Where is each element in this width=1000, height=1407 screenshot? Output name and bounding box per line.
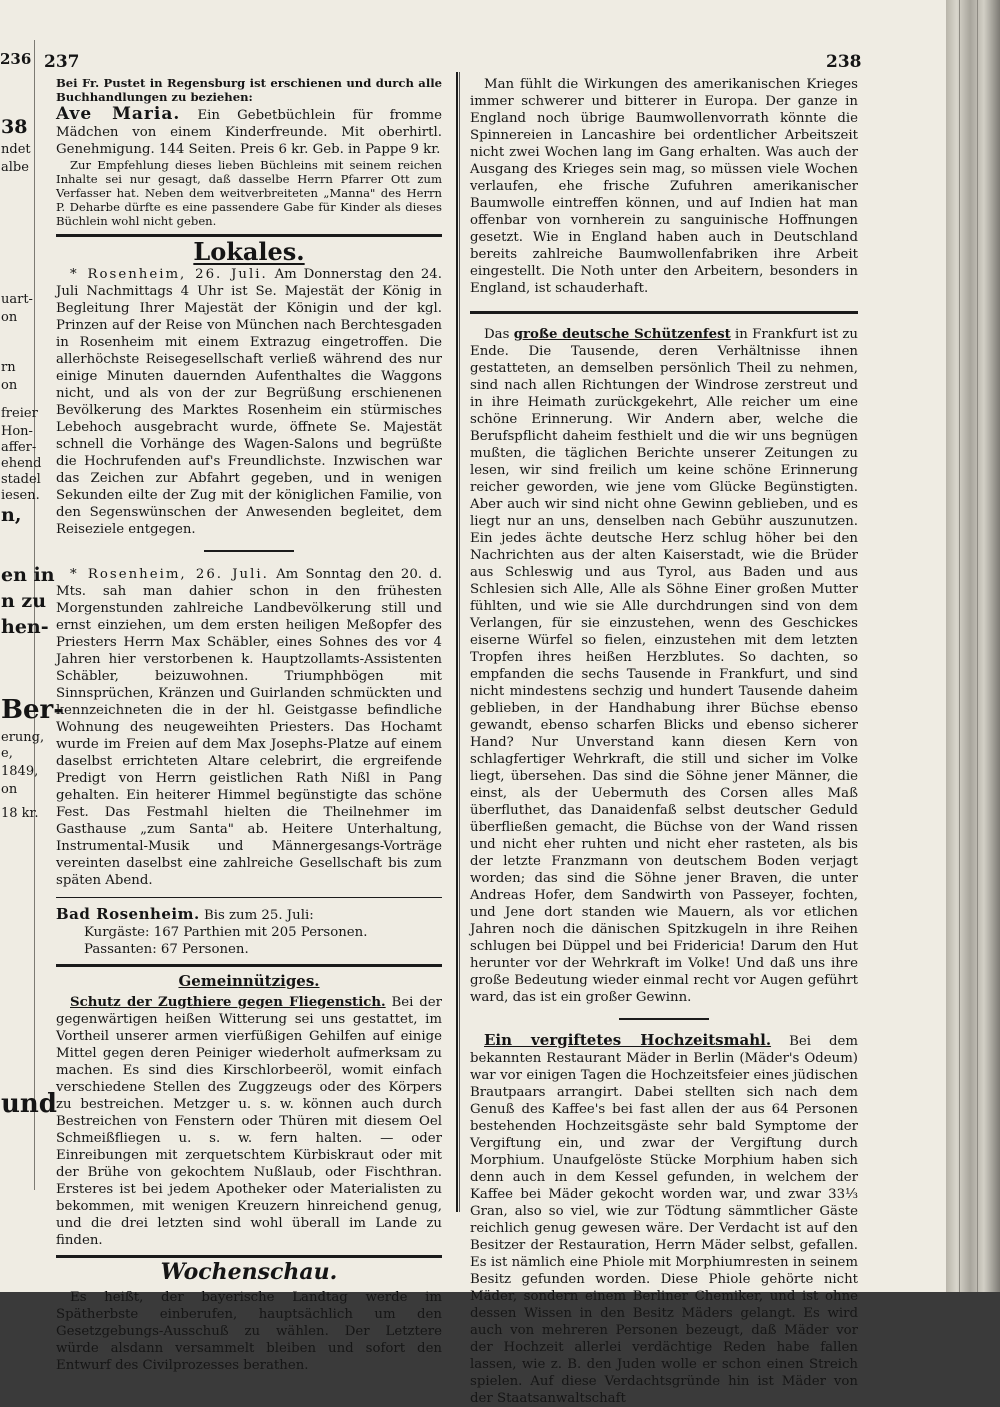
- book-edge-line: [977, 0, 978, 1292]
- prev-fragment: albe: [1, 160, 29, 175]
- prev-fragment: 18 kr.: [1, 806, 39, 821]
- bad-rosenheim-passanten: Passanten: 67 Personen.: [84, 942, 249, 957]
- lokales-1-text: Am Donnerstag den 24. Juli Nachmittags 4 Uhr ist Se. Majestät der König in Begleitung Ihrer Majestät der Königin und der kgl. Prinzen auf der Reise von München nach Berchtesgaden in Rosenheim mit einem Extrazug eingetroffen. Die allerhöchste Reisegesellschaft verließ während des nur einige Minuten dauernden Aufenthaltes die Waggons nicht, und als von der zur Begrüßung erschienenen Bevölkerung des Marktes Rosenheim ein stürmisches Lebehoch ausgebracht wurde, öffnete Se. Majestät schnell die Vorhänge des Wagen-Salons und begrüßte die Hochrufenden auf's Freundlichste. Inzwischen war das Zeichen zur Abfahrt gegeben, und in wenigen Sekunden eilte der Zug mit der königlichen Familie, von den Segenswünschen der Anwesenden begleitet, dem Reiseziele entgegen.: [56, 267, 442, 537]
- left-column: [56, 76, 442, 1374]
- prev-fragment: rn: [1, 360, 16, 375]
- section-rule: [470, 311, 858, 314]
- book-edge-line: [959, 0, 960, 1292]
- gemeinnuetziges-heading: Gemeinnütziges.: [178, 972, 320, 990]
- prev-fragment: und: [1, 1089, 57, 1119]
- gemeinnuetziges-title: Schutz der Zugthiere gegen Fliegenstich.: [70, 995, 386, 1010]
- gift-title: Ein vergiftetes Hochzeitsmahl.: [484, 1031, 772, 1049]
- prev-fragment: iesen.: [1, 488, 40, 503]
- wochenschau-text: Es heißt, der bayerische Landtag werde im Spätherbste einberufen, hauptsächlich um den Gesetzgebungs-Ausschuß zu wählen. Der Letztere würde alsdann versammelt bleiben und sofort den Entwurf des Civilprozesses berathen.: [56, 1290, 442, 1373]
- prev-fragment: affer-: [1, 440, 37, 455]
- section-rule: [56, 897, 442, 898]
- lokales-2-text: Am Sonntag den 20. d. Mts. sah man dahier schon in den frühesten Morgenstunden zahlreiche Landbevölkerung still und ernst einziehen, um dem ersten heiligen Meßopfer des Priesters Herrn Max Schäbler, eines Sohnes des vor 4 Jahren hier verstorbenen k. Hauptzollamts-Assistenten Schäbler, beizuwohnen. Triumphbögen mit Sinnsprüchen, Kränzen und Guirlanden schmückten und kennzeichneten die in der hl. Geistgasse befindliche Wohnung des neugeweihten Priesters. Das Hochamt wurde im Freien auf dem Max Josephs-Platze auf einem daselbst errichteten Altare celebrirt, die ergreifende Predigt von Herrn geistlichen Rath Nißl in Pang gehalten. Ein heiterer Himmel begünstigte das schöne Fest. Das Festmahl hielten die Theilnehmer im Gasthause „zum Santa" ab. Heitere Unterhaltung, Instrumental-Musik und Männergesangs-Vorträge vereinten daselbst eine zahlreiche Gesellschaft bis zum späten Abend.: [56, 567, 442, 888]
- wochenschau-heading: Wochenschau.: [160, 1259, 338, 1285]
- section-rule: [56, 1255, 442, 1258]
- ave-maria-text: Ein Gebetbüchlein für fromme Mädchen von einem Kinderfreunde. Mit oberhirtl. Genehmigung. 144 Seiten. Preis 6 kr. Geb. in Pappe 9 kr.: [56, 108, 443, 157]
- prev-fragment: ehend: [1, 456, 42, 471]
- bad-rosenheim-title: Bad Rosenheim.: [56, 905, 200, 923]
- amerika-text: Man fühlt die Wirkungen des amerikanischen Krieges immer schwerer und bitterer in Europa. Der ganze in England noch übrige Baumwollenvorrath könnte die Spinnereien in Lancashire bei ordentlicher Arbeitszeit nicht zwei Wochen lang im Gang erhalten. Was auch der Ausgang des Krieges sein mag, so müssen viele Wochen verlaufen, ehe frische Zufuhren amerikanischer Baumwolle eintreffen können, und auf Indien hat man offenbar von vornherein zu sanguinische Hoffnungen gesetzt. Wie in England haben auch in Deutschland bereits zahlreiche Baumwollenfabriken ihre Arbeit eingestellt. Die Noth unter den Arbeitern, besonders in England, ist schauderhaft.: [470, 77, 858, 296]
- bad-rosenheim-date: Bis zum 25. Juli:: [203, 908, 314, 923]
- lokales-1-dateline: * Rosenheim, 26. Juli.: [70, 267, 268, 282]
- prev-fragment: uart-: [1, 292, 33, 307]
- prev-fragment: n,: [1, 504, 22, 526]
- prev-fragment: Hon-: [1, 424, 33, 439]
- prev-fragment: on: [1, 378, 18, 393]
- section-rule: [56, 964, 442, 967]
- prev-fragment: 1849,: [1, 764, 39, 779]
- gemeinnuetziges-text: Bei der gegenwärtigen heißen Witterung sei uns gestattet, im Vortheil unserer armen vierfüßigen Gehilfen auf einige Mittel gegen deren Peiniger wiederholt aufmerksam zu machen. Es sind dies Kirschlorbeeröl, womit einfach verschiedene Stellen des Zuggzeugs oder des Körpers zu bestreichen. Metzger u. s. w. können auch durch Bestreichen von Fenstern oder Thüren mit diesem Oel Schmeißfliegen u. s. w. fern halten. — oder Einreibungen mit zerquetschtem Kürbiskraut oder mit der Brühe von gekochtem Nußlaub, oder Fischthran. Ersteres ist bei jedem Apotheker oder Materialisten zu bekommen, mit wenigen Kreuzern hinreichend genug, und die drei letzten sind wohl überall im Lande zu finden.: [56, 995, 442, 1248]
- prev-page-number: 236: [0, 50, 32, 68]
- prev-fragment: e,: [1, 746, 13, 761]
- schuetzenfest-lead: Das: [484, 327, 510, 342]
- column-divider-line: [459, 72, 460, 1212]
- book-edge: [946, 0, 1000, 1292]
- ave-maria-title: Ave Maria.: [56, 104, 181, 124]
- prev-fragment: on: [1, 310, 18, 325]
- prev-fragment: Ber-: [1, 695, 65, 725]
- prev-fragment: en in: [1, 564, 55, 586]
- prev-fragment: stadel: [1, 472, 41, 487]
- schuetzenfest-title: große deutsche Schützenfest: [513, 327, 731, 342]
- prev-fragment: n zu: [1, 590, 47, 612]
- prev-fragment: on: [1, 782, 18, 797]
- prev-fragment: freier: [1, 406, 38, 421]
- prev-fragment: erung,: [1, 730, 45, 745]
- ave-maria-recommendation: Zur Empfehlung dieses lieben Büchleins mit seinem reichen Inhalte sei nur gesagt, daß dasselbe Herrn Pfarrer Ott zum Verfasser hat. Neben dem weitverbreiteten „Manna" des Herrn P. Deharbe dürfte es eine passendere Gabe für Kinder als dieses Büchlein wohl nicht geben.: [56, 158, 442, 228]
- page-number-left: 237: [44, 52, 80, 72]
- page-number-right: 238: [826, 52, 862, 72]
- lokales-heading: Lokales.: [193, 237, 305, 266]
- column-divider: [456, 72, 458, 1212]
- article-separator: [204, 550, 294, 552]
- article-separator: [619, 1018, 709, 1020]
- schuetzenfest-text: in Frankfurt ist zu Ende. Die Tausende, deren Verhältnisse ihnen gestatteten, an demselben persönlich Theil zu nehmen, sind nach allen Richtungen der Windrose zerstreut und in ihre Heimath zurückgekehrt, Alle reicher um eine schöne Erinnerung. Wir Andern aber, welche die Berufspflicht daheim festhielt und die wir uns begnügen mußten, die täglichen Berichte unserer Zeitungen zu lesen, wir sind freilich um keine schöne Erinnerung reicher geworden, wie jene vom Glücke Begünstigten. Aber auch wir sind nicht ohne Gewinn geblieben, und es liegt nur an uns, denselben nach Gebühr auszunutzen. Ein jedes ächte deutsche Herz schlug höher bei den Nachrichten aus der alten Kaiserstadt, wie die Brüder aus Schleswig und aus Tyrol, aus Baden und aus Schlesien sich Alle, Alle als Söhne Einer großen Mutter fühlten, und wie sie Alle durchdrungen sind von dem Verlangen, für sie einzustehen, wenn des Geschickes eiserne Würfel so fielen, einzustehen mit dem letzten Tropfen ihres heißen Herzblutes. So dachten, so empfanden die sechs Tausende in Frankfurt, und sind nicht mindestens sechzig und hundert Tausende daheim geblieben, in der Handhabung ihrer Büchse ebenso gewandt, ebenso scharfen Blicks und ebenso sicherer Hand? Nur Unverstand kann diesen Kern von schlagfertiger Wehrkraft, die still und sicher im Volke liegt, übersehen. Das sind die Söhne jener Männer, die einst, als der Uebermuth des Corsen alles Maß überfluthet, das Danaidenfaß selbst deutscher Geduld überfließen gemacht, die Büchse von der Wand rissen und nicht eher ruhten und nicht eher rasteten, als bis der letzte Franzmann von deutschem Boden verjagt worden; das sind die Söhne jener Braven, die unter Andreas Hofer, dem Sandwirth von Passeyer, fochten, und Jene dort standen wie Mauern, als vor etlichen Jahren noch die dänischen Spitzkugeln in ihre Reihen schlugen bei Düppel und bei Fridericia! Darum den Hut herunter vor der Wehrkraft im Volke! Und daß uns ihre große Bedeutung wieder einmal recht vor Augen geführt ward, das ist ein großer Gewinn.: [470, 327, 858, 1005]
- right-column: [470, 76, 858, 1407]
- bad-rosenheim-kurgaeste: Kurgäste: 167 Parthien mit 205 Personen.: [84, 925, 368, 940]
- prev-fragment: ndet: [1, 142, 31, 157]
- prev-fragment: hen-: [1, 616, 49, 638]
- gift-text: Bei dem bekannten Restaurant Mäder in Berlin (Mäder's Odeum) war vor einigen Tagen die Hochzeitsfeier eines jüdischen Brautpaars arrangirt. Dabei stellten sich nach dem Genuß des Kaffee's bei fast allen der aus 64 Personen bestehenden Hochzeitsgäste sehr bald Symptome der Vergiftung ein, und zwar der Vergiftung durch Morphium. Unaufgelöste Stücke Morphium haben sich denn auch in dem Kessel gefunden, in welchem der Kaffee bei Mäder gekocht worden war, und zwar 33⅓ Gran, also so viel, wie zur Tödtung sämmtlicher Gäste reichlich genug gewesen wäre. Der Verdacht ist auf den Besitzer der Restauration, Herrn Mäder selbst, gefallen. Es ist nämlich eine Phiole mit Morphiumresten in seinem Besitz gefunden worden. Diese Phiole gehörte nicht Mäder, sondern einem Berliner Chemiker, und ist ohne dessen Wissen in den Besitz Mäders gelangt. Es wird auch von mehreren Personen bezeugt, daß Mäder vor der Hochzeit allerlei verdächtige Reden habe fallen lassen, wie z. B. den Juden wolle er schon einen Streich spielen. Auf diese Verdachtsgründe hin ist Mäder von der Staatsanwaltschaft: [470, 1034, 858, 1406]
- pustet-notice: Bei Fr. Pustet in Regensburg ist erschienen und durch alle Buchhandlungen zu beziehen:: [56, 76, 442, 104]
- prev-fragment: 38: [1, 116, 28, 138]
- lokales-2-dateline: * Rosenheim, 26. Juli.: [70, 567, 269, 582]
